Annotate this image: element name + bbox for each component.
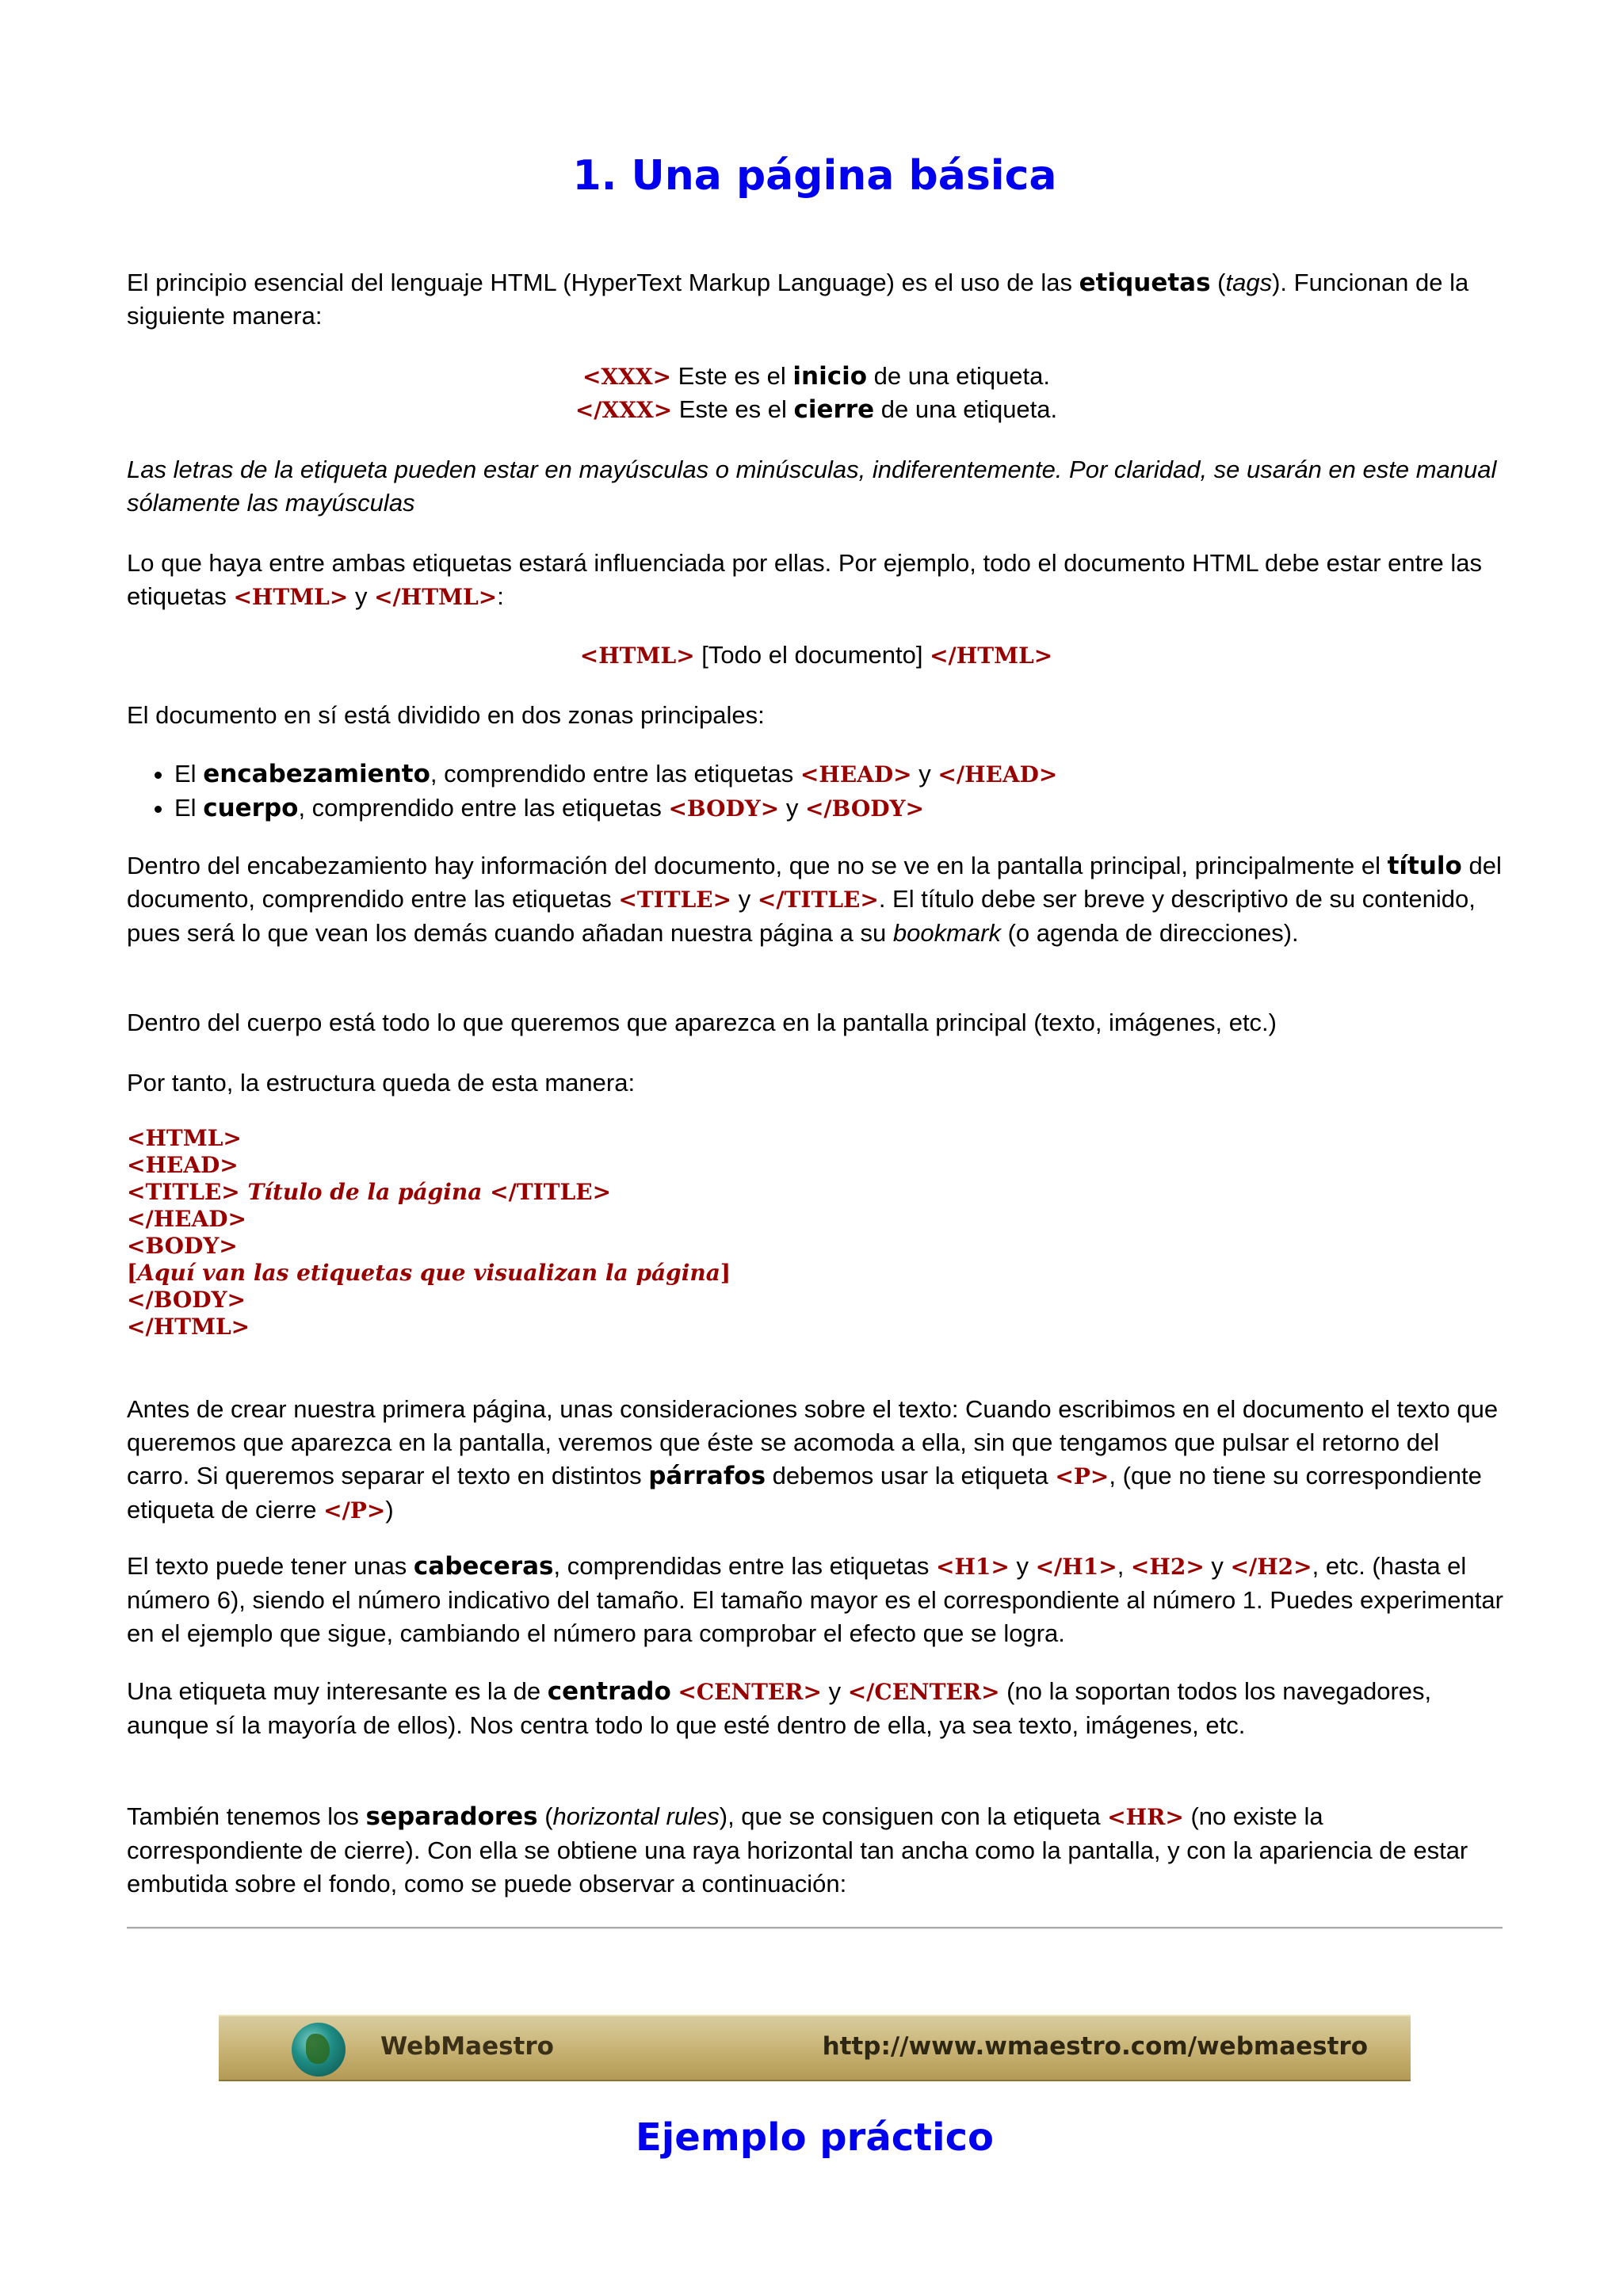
text: : (497, 582, 504, 610)
text: y (731, 885, 758, 913)
text: [Todo el documento] (694, 641, 930, 669)
bold-term: centrado (547, 1677, 671, 1706)
bold-term: separadores (365, 1802, 538, 1831)
code-tag: <BODY> (668, 795, 780, 822)
text: ). Funcionan de la siguiente manera: (127, 269, 1469, 330)
bold-term: etiquetas (1079, 269, 1211, 297)
body-paragraph: Dentro del cuerpo está todo lo que queremos que aparezca en la pantalla principal (texto, imágenes, etc.) (127, 1009, 1277, 1036)
globe-icon (292, 2023, 346, 2077)
code-tag: <H2> (1130, 1554, 1205, 1580)
text: También tenemos los (127, 1802, 366, 1830)
code-tag: <P> (1055, 1463, 1109, 1489)
text: y (821, 1677, 848, 1705)
text: ( (1210, 269, 1226, 296)
code-tag: <CENTER> (678, 1679, 822, 1705)
text: (o agenda de direcciones). (1000, 919, 1299, 947)
code-line: </HEAD> (127, 1206, 246, 1232)
code-bracket: ] (720, 1260, 731, 1286)
text: , comprendido entre las etiquetas (298, 794, 669, 822)
bold-term: título (1387, 852, 1462, 880)
zones-list (127, 757, 1553, 826)
section-subtitle: Ejemplo práctico (635, 2115, 994, 2160)
code-line: <BODY> (127, 1233, 238, 1259)
tag-open-example (127, 360, 1506, 394)
text: , comprendidas entre las etiquetas (553, 1552, 936, 1580)
code-tag: </P> (323, 1497, 386, 1524)
italic-term: tags (1225, 269, 1273, 296)
text: y (348, 582, 375, 610)
text: ) (385, 1496, 394, 1524)
code-example (127, 1125, 1506, 1341)
banner-url: http://www.wmaestro.com/webmaestro (822, 2032, 1368, 2061)
code-line: <HTML> (127, 1125, 242, 1151)
text: El (174, 794, 204, 822)
horizontal-rule (127, 1927, 1503, 1929)
text: El (174, 760, 204, 788)
code-tag: <TITLE> (127, 1179, 248, 1205)
code-tag: <HTML> (233, 584, 349, 610)
code-line (127, 1179, 611, 1205)
text: Lo que haya entre ambas etiquetas estará influenciada por ellas. Por ejemplo, todo el documento HTML debe estar entre las etiquetas (127, 549, 1483, 610)
code-tag: <XXX> (582, 364, 672, 390)
text: Dentro del encabezamiento hay información del documento, que no se ve en la pantalla principal, principalmente el (127, 852, 1388, 879)
headers-paragraph (127, 1550, 1506, 1650)
code-tag: </CENTER> (847, 1679, 1000, 1705)
text: del documento, comprendido entre las etiquetas (127, 852, 1502, 913)
code-tag: </HTML> (374, 584, 498, 610)
page-title: 1. Una página básica (572, 152, 1057, 200)
code-line: </HTML> (127, 1314, 250, 1340)
italic-term: bookmark (892, 919, 1001, 947)
code-tag: </TITLE> (482, 1179, 612, 1205)
html-tags-paragraph (127, 547, 1506, 614)
text: , (que no tiene su correspondiente etiqueta de cierre (127, 1462, 1482, 1524)
text: , etc. (hasta el número 6), siendo el número indicativo del tamaño. El tamaño mayor es el correspondiente al número 1. Puedes experimentar en el ejemplo que sigue, cambiando el número para comprobar el efecto que se logra. (127, 1552, 1503, 1647)
code-tag: </HEAD> (938, 761, 1058, 788)
text: de una etiqueta. (874, 395, 1058, 423)
text: y (779, 794, 805, 822)
code-bracket: [ (127, 1260, 138, 1286)
code-tag: </XXX> (575, 397, 673, 423)
code-tag: </H2> (1230, 1554, 1312, 1580)
code-line: <HEAD> (127, 1152, 239, 1178)
code-italic: Aquí van las etiquetas que visualizan la página (137, 1260, 720, 1286)
banner-brand: WebMaestro (380, 2032, 554, 2061)
text-considerations-paragraph (127, 1393, 1506, 1527)
text: Una etiqueta muy interesante es la de (127, 1677, 548, 1705)
bold-term: cuerpo (203, 794, 299, 822)
code-tag: <HTML> (579, 643, 695, 669)
code-line (127, 1260, 731, 1286)
text: , (1117, 1552, 1131, 1580)
intro-paragraph (127, 266, 1506, 333)
code-tag: <TITLE> (618, 887, 732, 913)
code-tag: </HTML> (930, 643, 1053, 669)
separators-paragraph (127, 1800, 1506, 1901)
text: El texto puede tener unas (127, 1552, 414, 1580)
text: de una etiqueta. (867, 362, 1051, 390)
text: ), que se consiguen con la etiqueta (719, 1802, 1108, 1830)
structure-intro: Por tanto, la estructura queda de esta manera: (127, 1069, 636, 1097)
text: y (1009, 1552, 1036, 1580)
tag-close-example (127, 393, 1506, 427)
bold-term: cabeceras (413, 1552, 554, 1581)
zones-intro: El documento en sí está dividido en dos zonas principales: (127, 701, 765, 729)
text: debemos usar la etiqueta (766, 1462, 1056, 1489)
code-tag: <HR> (1107, 1804, 1184, 1830)
text: El principio esencial del lenguaje HTML (HyperText Markup Language) es el uso de las (127, 269, 1079, 296)
text: (no existe la correspondiente de cierre). Con ella se obtiene una raya horizontal tan ancha como la pantalla, y con la apariencia de estar embutida sobre el fondo, como se puede observar a continuación: (127, 1802, 1468, 1897)
list-item (174, 757, 1553, 791)
text: y (1204, 1552, 1231, 1580)
html-document-example (127, 639, 1506, 673)
text: . El título debe ser breve y descriptivo de su contenido, pues será lo que vean los demás cuando añadan nuestra página a su (127, 885, 1476, 947)
text: Antes de crear nuestra primera página, unas consideraciones sobre el texto: Cuando escribimos en el documento el texto que queremos que aparezca en la pantalla, veremos que éste se acomoda a ella, sin que tengamos que pulsar el retorno del carro. Si queremos separar el texto en distintos (127, 1395, 1499, 1489)
code-tag: <HEAD> (800, 761, 912, 788)
code-line: </BODY> (127, 1287, 246, 1313)
center-paragraph (127, 1675, 1506, 1742)
note-paragraph: Las letras de la etiqueta pueden estar en mayúsculas o minúsculas, indiferentemente. Por claridad, se usarán en este manual sólamente las mayúsculas (127, 456, 1497, 517)
code-tag: </H1> (1035, 1554, 1117, 1580)
bold-term: inicio (792, 362, 868, 391)
code-tag: <H1> (936, 1554, 1010, 1580)
webmaestro-banner (219, 2015, 1411, 2081)
text: y (911, 760, 938, 788)
bold-term: párrafos (648, 1462, 766, 1490)
text: (no la soportan todos los navegadores, aunque sí la mayoría de ellos). Nos centra todo lo que esté dentro de ella, ya sea texto, imágenes, etc. (127, 1677, 1432, 1739)
list-item (174, 791, 1553, 826)
text: , comprendido entre las etiquetas (430, 760, 800, 788)
code-tag: </BODY> (804, 795, 924, 822)
text: Este es el (672, 395, 794, 423)
italic-term: horizontal rules (552, 1802, 720, 1830)
head-paragraph (127, 849, 1506, 950)
bold-term: encabezamiento (203, 760, 430, 788)
text: ( (537, 1802, 553, 1830)
text: Este es el (671, 362, 793, 390)
code-tag: </TITLE> (757, 887, 879, 913)
code-italic: Título de la página (247, 1179, 483, 1205)
bold-term: cierre (793, 395, 875, 424)
